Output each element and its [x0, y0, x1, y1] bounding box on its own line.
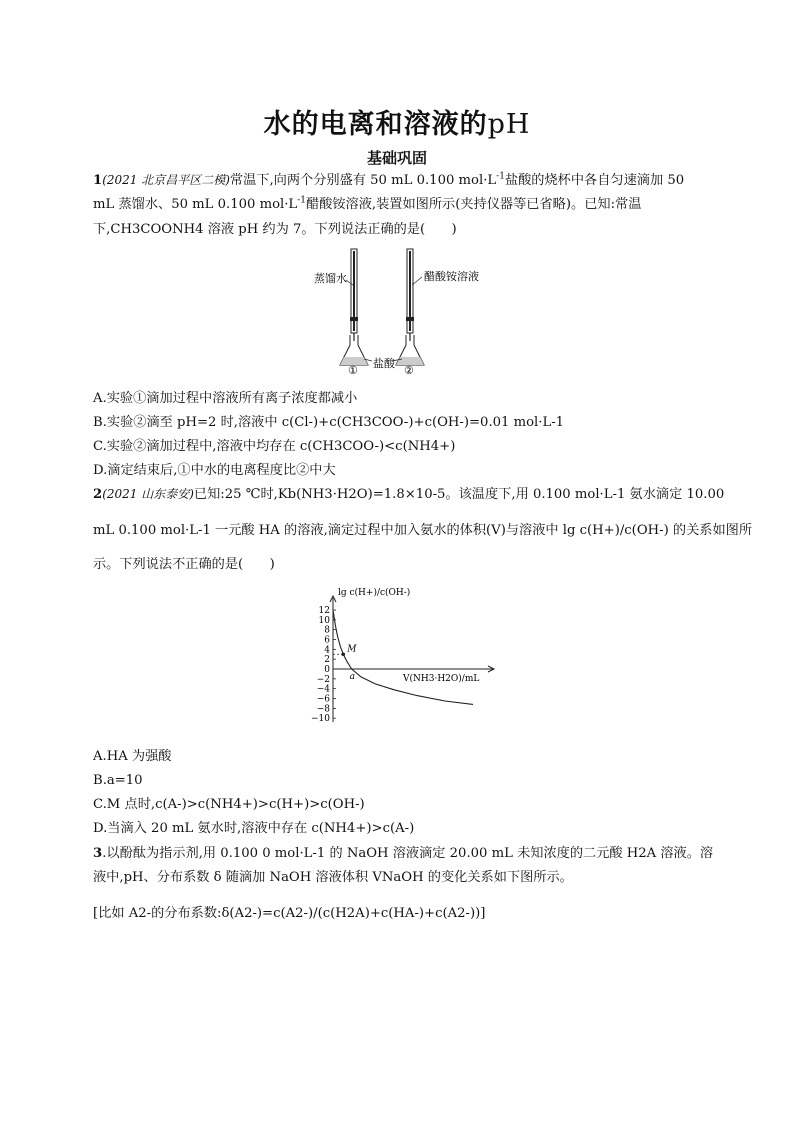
- series-curve: [333, 610, 473, 704]
- q1-option-a: A.实验①滴加过程中溶液所有离子浓度都减小: [93, 391, 358, 406]
- q2-line1: 2(2021 山东泰安)已知:25 ℃时,Kb(NH3·H2O)=1.8×10-5。该温度下,用 0.100 mol·L-1 氨水滴定 10.00: [93, 487, 725, 502]
- point-label-a: a: [349, 672, 356, 682]
- y-tick-label: 12: [318, 606, 330, 616]
- label-flask-2: ②: [404, 364, 414, 375]
- q3-line2: 液中,pH、分布系数 δ 随滴加 NaOH 溶液体积 VNaOH 的变化关系如下图所示。: [93, 870, 573, 885]
- q1-line1: 1(2021 北京昌平区二模)常温下,向两个分别盛有 50 mL 0.100 $mol\cdot L^{-1}$盐酸的烧杯中各自匀速滴加 50: [93, 171, 685, 188]
- label-water: 蒸馏水: [314, 272, 347, 285]
- q2-option-a: A.HA 为强酸: [93, 749, 172, 764]
- q2-option-d: D.当滴入 20 mL 氨水时,溶液中存在 c(NH4+)>c(A-): [93, 821, 415, 836]
- q1-option-d: D.滴定结束后,①中水的电离程度比②中大: [93, 463, 336, 478]
- y-tick-label: 4: [324, 645, 330, 656]
- chart-xlabel: V(NH3·H2O)/mL: [403, 674, 480, 684]
- label-ammonium-acetate: 醋酸铵溶液: [424, 270, 479, 283]
- titration-apparatus-figure: [300, 247, 500, 375]
- q2-option-c: C.M 点时,c(A-)>c(NH4+)>c(H+)>c(OH-): [93, 797, 365, 812]
- y-tick-label: −6: [316, 694, 330, 705]
- q3-line3: [比如 A2-的分布系数:δ(A2-)=c(A2-)/(c(H2A)+c(HA-)+c(A2-))]: [93, 906, 486, 921]
- label-flask-1: ①: [348, 364, 358, 375]
- q1-option-c: C.实验②滴加过程中,溶液中均存在 c(CH3COO-)<c(NH4+): [93, 439, 456, 454]
- point-m: [341, 652, 345, 656]
- y-tick-label: −10: [311, 714, 330, 725]
- y-tick-label: −4: [316, 684, 330, 695]
- y-tick-label: −8: [316, 704, 330, 715]
- page-title: 水的电离和溶液的pH: [263, 109, 531, 140]
- label-hcl: 盐酸: [373, 357, 395, 370]
- y-tick-label: 10: [318, 615, 330, 626]
- q2-option-b: B.a=10: [93, 773, 143, 788]
- y-tick-label: −2: [316, 674, 330, 685]
- y-tick-label: 8: [324, 625, 330, 636]
- q2-line2: mL 0.100 mol·L-1 一元酸 HA 的溶液,滴定过程中加入氨水的体积(V)与溶液中 lg c(H+)/c(OH-) 的关系如图所: [93, 523, 753, 538]
- point-label-m: M: [347, 644, 357, 655]
- chart-ylabel: lg c(H+)/c(OH-): [338, 588, 411, 598]
- y-tick-label: 2: [324, 655, 330, 666]
- burette-2: [406, 249, 414, 341]
- y-tick-label: 6: [324, 635, 330, 646]
- y-tick-label: 0: [324, 665, 330, 675]
- burette-1: [350, 249, 358, 341]
- q3-line1: 3.以酚酞为指示剂,用 0.100 0 mol·L-1 的 NaOH 溶液滴定 20.00 mL 未知浓度的二元酸 H2A 溶液。溶: [93, 846, 714, 861]
- section-title: 基础巩固: [366, 149, 427, 167]
- titration-curve-chart: [300, 585, 500, 733]
- q1-option-b: B.实验②滴至 pH=2 时,溶液中 c(Cl-)+c(CH3COO-)+c(OH-)=0.01 mol·L-1: [93, 415, 565, 430]
- q2-line3: 示。下列说法不正确的是( ): [93, 557, 275, 572]
- q1-line2: mL 蒸馏水、50 mL 0.100 $mol\cdot L^{-1}$醋酸铵溶液,装置如图所示(夹持仪器等已省略)。已知:常温: [93, 195, 642, 212]
- q1-line3: 下,CH3COONH4 溶液 pH 约为 7。下列说法正确的是( ): [93, 222, 457, 237]
